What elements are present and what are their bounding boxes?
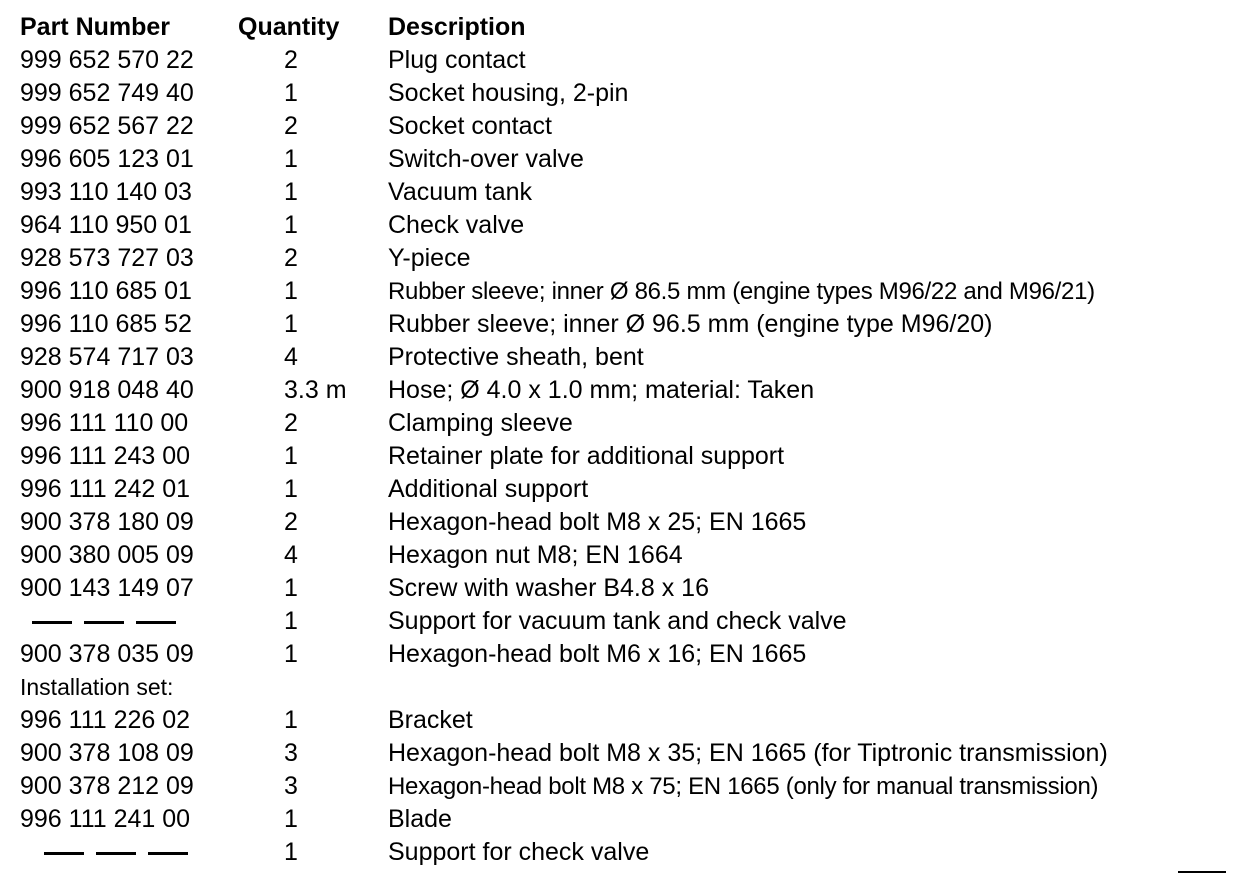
part-number-cell: 900 378 035 09 — [20, 640, 194, 668]
description-cell: Bracket — [388, 706, 473, 734]
quantity-cell: 2 — [284, 244, 298, 272]
table-row — [0, 737, 1248, 770]
table-row — [0, 275, 1248, 308]
part-number-cell: 996 111 242 01 — [20, 475, 191, 503]
quantity-cell: 1 — [284, 145, 298, 173]
table-row — [0, 407, 1248, 440]
quantity-cell: 1 — [284, 178, 298, 206]
description-cell: Support for check valve — [388, 838, 650, 866]
table-row — [0, 341, 1248, 374]
table-row — [0, 143, 1248, 176]
part-number-cell: 900 380 005 09 — [20, 541, 194, 569]
quantity-cell: 1 — [284, 310, 298, 338]
table-header — [0, 11, 1248, 44]
installation-set-label: Installation set: — [20, 674, 174, 700]
quantity-cell: 2 — [284, 508, 298, 536]
table-row — [0, 209, 1248, 242]
part-number-cell: 996 111 110 00 — [20, 409, 189, 437]
part-number-cell: 996 111 226 02 — [20, 706, 191, 734]
table-row — [0, 44, 1248, 77]
description-cell: Rubber sleeve; inner Ø 96.5 mm (engine type M96/20) — [388, 310, 993, 338]
quantity-cell: 1 — [284, 574, 298, 602]
part-number-cell: 999 652 570 22 — [20, 46, 194, 74]
part-number-cell: 900 378 212 09 — [20, 772, 194, 800]
part-number-cell: 900 378 180 09 — [20, 508, 194, 536]
table-row — [0, 836, 1248, 869]
description-cell: Retainer plate for additional support — [388, 442, 785, 470]
table-row — [0, 638, 1248, 671]
quantity-cell: 1 — [284, 277, 298, 305]
table-row — [0, 770, 1248, 803]
header-part-number: Part Number — [20, 13, 171, 41]
quantity-cell: 2 — [284, 112, 298, 140]
part-number-cell: 996 605 123 01 — [20, 145, 194, 173]
quantity-cell: 1 — [284, 805, 298, 833]
no-part-number-dash — [32, 621, 176, 624]
description-cell: Y-piece — [388, 244, 471, 272]
scan-mark-divider — [1178, 871, 1226, 873]
part-number-cell: 900 918 048 40 — [20, 376, 194, 404]
table-row — [0, 110, 1248, 143]
part-number-cell: 928 573 727 03 — [20, 244, 194, 272]
description-cell: Blade — [388, 805, 452, 833]
part-number-cell: 900 143 149 07 — [20, 574, 194, 602]
quantity-cell: 1 — [284, 442, 298, 470]
description-cell: Check valve — [388, 211, 525, 239]
table-row — [0, 77, 1248, 110]
description-cell: Additional support — [388, 475, 589, 503]
table-row — [0, 605, 1248, 638]
part-number-cell: 993 110 140 03 — [20, 178, 192, 206]
table-row — [0, 440, 1248, 473]
description-cell: Hexagon-head bolt M8 x 25; EN 1665 — [388, 508, 807, 536]
table-row — [0, 803, 1248, 836]
description-cell: Switch-over valve — [388, 145, 584, 173]
part-number-cell: 996 110 685 52 — [20, 310, 192, 338]
quantity-cell: 1 — [284, 211, 298, 239]
description-cell: Plug contact — [388, 46, 526, 74]
section-label-row — [0, 671, 1248, 704]
part-number-cell: 996 111 241 00 — [20, 805, 191, 833]
description-cell: Hexagon-head bolt M6 x 16; EN 1665 — [388, 640, 807, 668]
quantity-cell: 4 — [284, 541, 298, 569]
quantity-cell: 3.3 m — [284, 376, 347, 404]
table-row — [0, 539, 1248, 572]
description-cell: Vacuum tank — [388, 178, 533, 206]
part-number-cell: 999 652 567 22 — [20, 112, 194, 140]
part-number-cell: 996 111 243 00 — [20, 442, 191, 470]
description-cell: Protective sheath, bent — [388, 343, 644, 371]
description-cell: Hexagon-head bolt M8 x 35; EN 1665 (for Tiptronic transmission) — [388, 739, 1108, 767]
quantity-cell: 3 — [284, 739, 298, 767]
table-row — [0, 572, 1248, 605]
table-row — [0, 308, 1248, 341]
quantity-cell: 3 — [284, 772, 298, 800]
quantity-cell: 2 — [284, 46, 298, 74]
description-cell: Screw with washer B4.8 x 16 — [388, 574, 709, 602]
quantity-cell: 2 — [284, 409, 298, 437]
quantity-cell: 1 — [284, 706, 298, 734]
quantity-cell: 1 — [284, 640, 298, 668]
table-row — [0, 704, 1248, 737]
part-number-cell: 928 574 717 03 — [20, 343, 194, 371]
description-cell: Socket housing, 2-pin — [388, 79, 629, 107]
part-number-cell: 900 378 108 09 — [20, 739, 194, 767]
quantity-cell: 4 — [284, 343, 298, 371]
description-cell: Support for vacuum tank and check valve — [388, 607, 847, 635]
part-number-cell: 996 110 685 01 — [20, 277, 192, 305]
table-row — [0, 506, 1248, 539]
description-cell: Hose; Ø 4.0 x 1.0 mm; material: Taken — [388, 376, 815, 404]
part-number-cell: 964 110 950 01 — [20, 211, 192, 239]
table-row — [0, 176, 1248, 209]
quantity-cell: 1 — [284, 79, 298, 107]
table-row — [0, 242, 1248, 275]
description-cell: Hexagon nut M8; EN 1664 — [388, 541, 683, 569]
table-row — [0, 473, 1248, 506]
description-cell: Clamping sleeve — [388, 409, 573, 437]
description-cell: Hexagon-head bolt M8 x 75; EN 1665 (only for manual transmission) — [388, 773, 1099, 800]
no-part-number-dash — [44, 852, 188, 855]
quantity-cell: 1 — [284, 475, 298, 503]
quantity-cell: 1 — [284, 607, 298, 635]
description-cell: Rubber sleeve; inner Ø 86.5 mm (engine types M96/22 and M96/21) — [388, 278, 1095, 305]
part-number-cell: 999 652 749 40 — [20, 79, 194, 107]
header-quantity: Quantity — [238, 13, 340, 41]
description-cell: Socket contact — [388, 112, 552, 140]
table-row — [0, 374, 1248, 407]
quantity-cell: 1 — [284, 838, 298, 866]
header-description: Description — [388, 13, 526, 41]
